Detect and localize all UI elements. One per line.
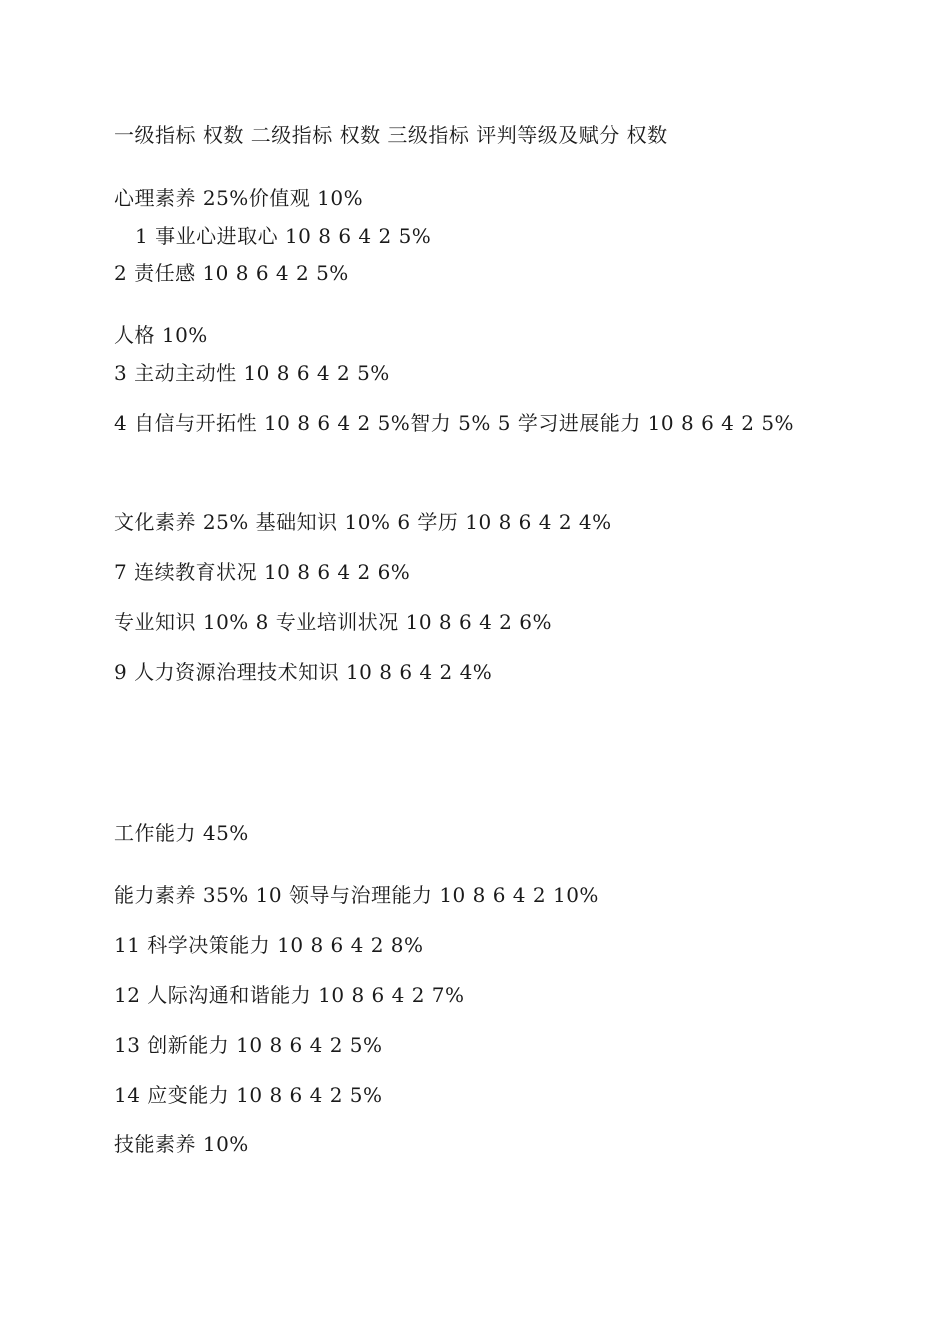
text-line: 13 创新能力 10 8 6 4 2 5% <box>114 1033 383 1057</box>
text-line: 4 自信与开拓性 10 8 6 4 2 5%智力 5% 5 学习进展能力 10 8 6 4 2 5% <box>114 411 795 435</box>
text-line: 14 应变能力 10 8 6 4 2 5% <box>114 1083 383 1107</box>
text-line: 技能素养 10% <box>114 1132 249 1156</box>
text-line: 专业知识 10% 8 专业培训状况 10 8 6 4 2 6% <box>114 610 552 634</box>
table-header-line: 一级指标 权数 二级指标 权数 三级指标 评判等级及赋分 权数 <box>114 123 668 147</box>
text-line: 文化素养 25% 基础知识 10% 6 学历 10 8 6 4 2 4% <box>114 510 612 534</box>
text-line: 9 人力资源治理技术知识 10 8 6 4 2 4% <box>114 660 493 684</box>
text-line: 7 连续教育状况 10 8 6 4 2 6% <box>114 560 411 584</box>
text-line: 1 事业心进取心 10 8 6 4 2 5% <box>135 224 432 248</box>
text-line: 2 责任感 10 8 6 4 2 5% <box>114 261 349 285</box>
text-line: 12 人际沟通和谐能力 10 8 6 4 2 7% <box>114 983 465 1007</box>
text-line: 人格 10% <box>114 323 208 347</box>
text-line: 心理素养 25%价值观 10% <box>114 186 364 210</box>
text-line: 工作能力 45% <box>114 821 249 845</box>
text-line: 11 科学决策能力 10 8 6 4 2 8% <box>114 933 424 957</box>
text-line: 能力素养 35% 10 领导与治理能力 10 8 6 4 2 10% <box>114 883 599 907</box>
text-line: 3 主动主动性 10 8 6 4 2 5% <box>114 361 390 385</box>
